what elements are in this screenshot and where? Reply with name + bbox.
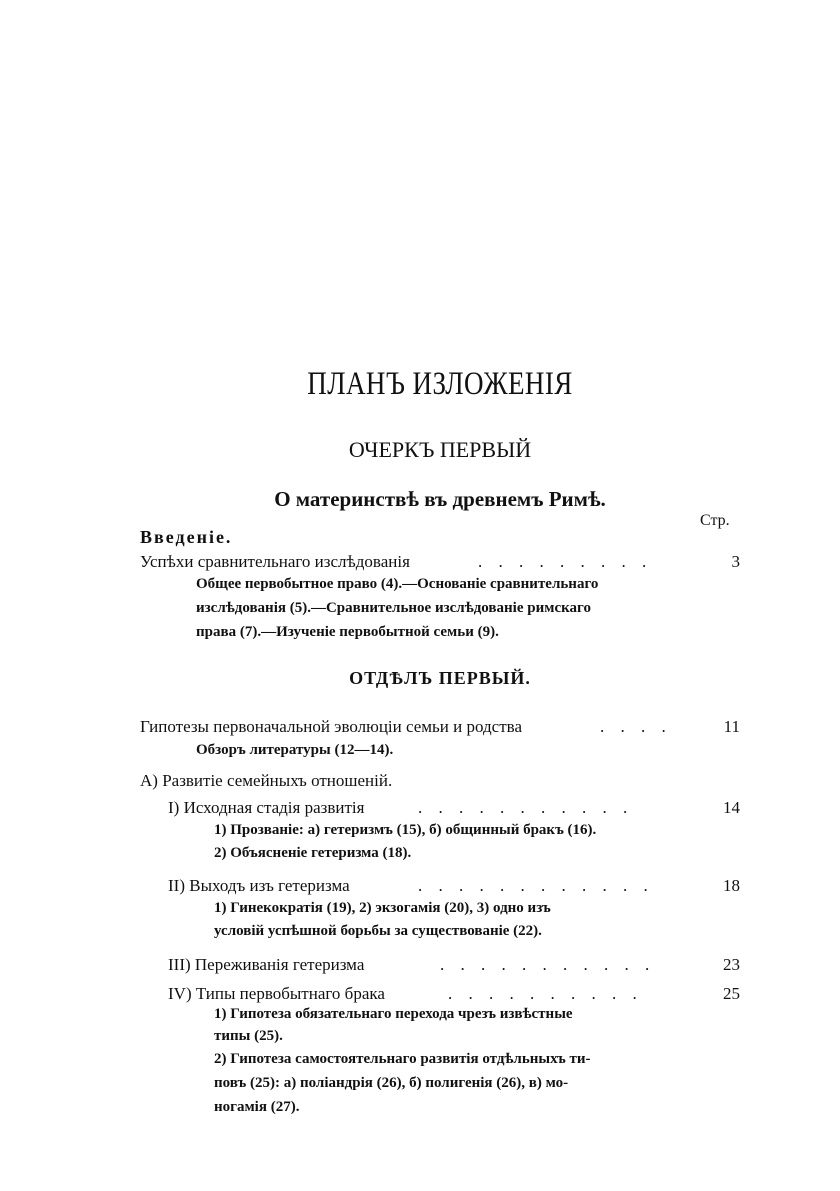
toc-sub-line: условій успѣшной борьбы за существованіе (22).: [214, 923, 542, 939]
toc-entry-page: 11: [723, 717, 740, 736]
toc-entry-page: 25: [723, 984, 740, 1003]
leader-dots: . . . . . . . . . . . .: [418, 876, 654, 895]
toc-entry-page: 3: [731, 552, 740, 571]
part-heading: А) Развитіе семейныхъ отношеній.: [140, 771, 393, 790]
essay-heading: ОЧЕРКЪ ПЕРВЫЙ: [348, 437, 532, 462]
toc-entry-title: Гипотезы первоначальной эволюціи семьи и родства: [140, 717, 522, 736]
page-title: ПЛАНЪ ИЗЛОЖЕНІЯ: [307, 366, 573, 402]
toc-entry-title: II) Выходъ изъ гетеризма: [168, 876, 350, 895]
page-column-label: Стр.: [700, 512, 730, 529]
toc-entry-title: I) Исходная стадія развитія: [168, 798, 365, 817]
toc-entry-title: Успѣхи сравнительнаго изслѣдованія: [140, 552, 410, 571]
toc-sub-line: Обзоръ литературы (12—14).: [196, 742, 394, 758]
leader-dots: . . . . . . . . . .: [448, 984, 643, 1003]
toc-sub-line: 2) Гипотеза самостоятельнаго развитія отдѣльныхъ ти-: [214, 1051, 591, 1067]
section-heading: ОТДѢЛЪ ПЕРВЫЙ.: [349, 668, 531, 688]
toc-sub-line: Общее первобытное право (4).—Основаніе сравнительнаго: [196, 576, 599, 592]
toc-sub-line: 2) Объясненіе гетеризма (18).: [214, 845, 412, 861]
toc-sub-line: 1) Прозваніе: а) гетеризмъ (15), б) общинный бракъ (16).: [214, 822, 597, 838]
leader-dots: . . . . . . . . .: [478, 552, 653, 571]
toc-entry-page: 14: [723, 798, 740, 817]
toc-sub-line: изслѣдованія (5).—Сравнительное изслѣдованіе римскаго: [196, 600, 591, 616]
leader-dots: . . . . . . . . . . .: [440, 955, 656, 974]
toc-sub-line: ногамія (27).: [214, 1099, 300, 1115]
toc-sub-line: повъ (25): а) поліандрія (26), б) полигенія (26), в) мо-: [214, 1075, 569, 1091]
essay-subtitle: О материнствѣ въ древнемъ Римѣ.: [274, 487, 606, 511]
toc-sub-line: типы (25).: [214, 1028, 283, 1044]
leader-dots: . . . . . . . . . . .: [418, 798, 634, 817]
toc-sub-line: 1) Гипотеза обязательнаго перехода чрезъ извѣстные: [214, 1006, 573, 1022]
toc-entry-title: III) Переживанія гетеризма: [168, 955, 365, 974]
toc-sub-line: права (7).—Изученіе первобытной семьи (9).: [196, 624, 499, 640]
toc-entry-page: 23: [723, 955, 740, 974]
toc-sub-line: 1) Гинекократія (19), 2) экзогамія (20), 3) одно изъ: [214, 900, 551, 916]
toc-entry-title: IV) Типы первобытнаго брака: [168, 984, 385, 1003]
leader-dots: . . . .: [600, 717, 672, 736]
toc-entry-page: 18: [723, 876, 740, 895]
introduction-heading: Введеніе.: [140, 527, 233, 547]
